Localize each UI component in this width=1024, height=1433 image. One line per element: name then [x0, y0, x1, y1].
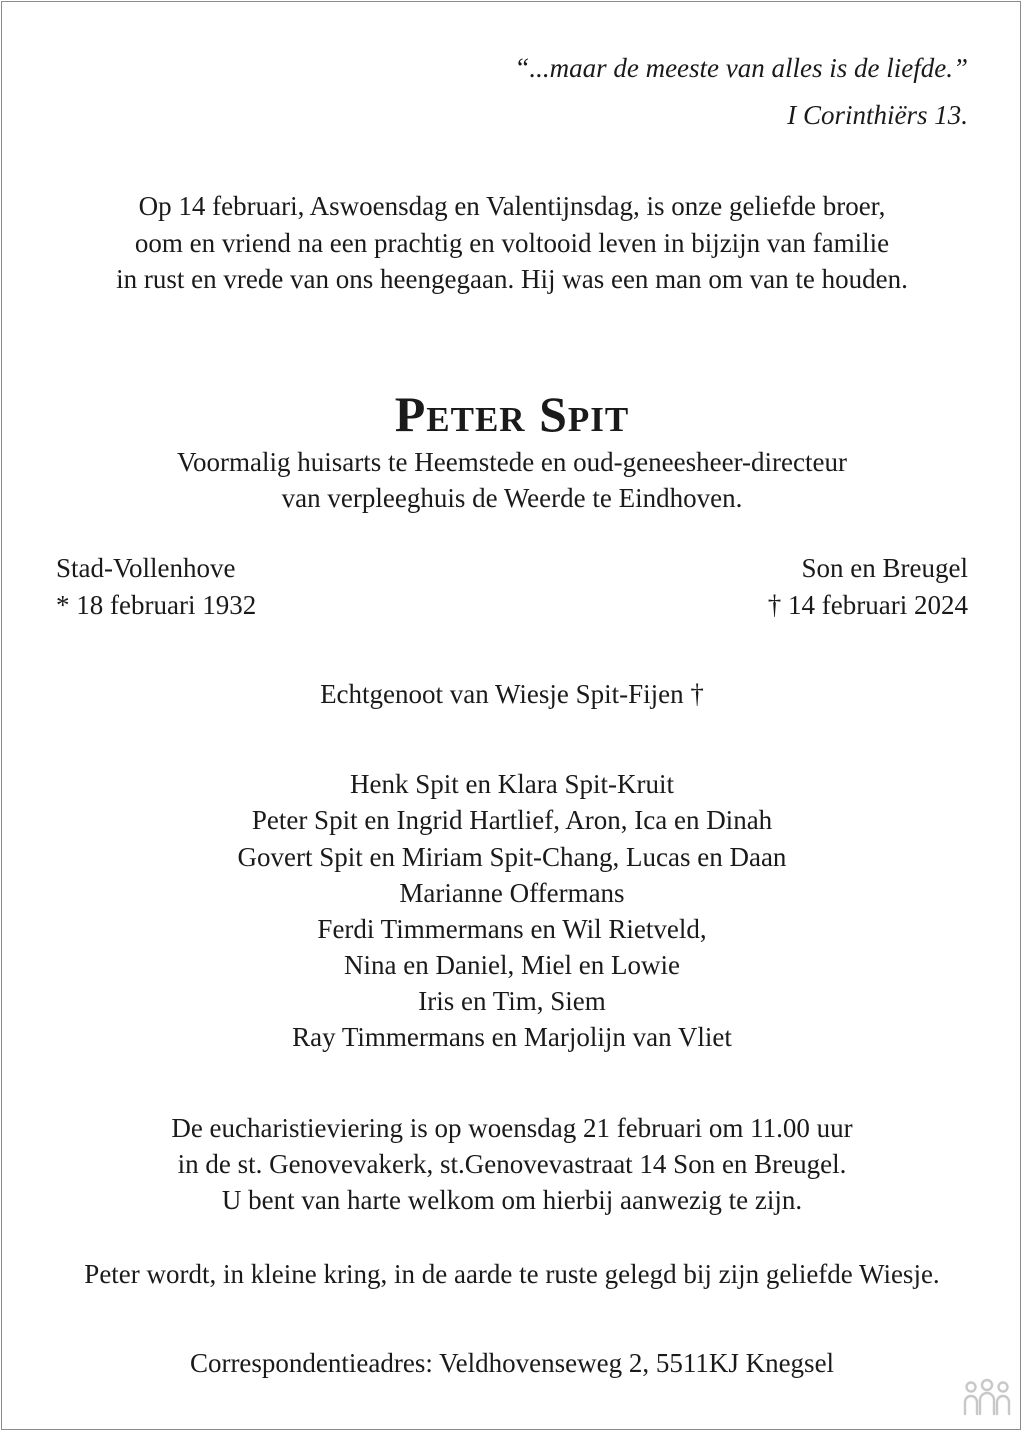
- spouse-line: Echtgenoot van Wiesje Spit-Fijen †: [320, 679, 704, 709]
- death-place: Son en Breugel: [801, 553, 968, 583]
- ceremony-line-3: U bent van harte welkom om hierbij aanwezig te zijn.: [221, 1185, 803, 1215]
- family-line: Henk Spit en Klara Spit-Kruit: [350, 769, 674, 799]
- ceremony-line-2: in de st. Genovevakerk, st.Genovevastraat 14 Son en Breugel.: [177, 1149, 847, 1179]
- family-line: Ray Timmermans en Marjolijn van Vliet: [292, 1022, 732, 1052]
- ceremony-line-1: De eucharistieviering is op woensdag 21 februari om 11.00 uur: [171, 1113, 853, 1143]
- death-date: † 14 februari 2024: [767, 590, 968, 620]
- people-group-icon: [962, 1378, 1012, 1418]
- deceased-name: Peter Spit: [394, 385, 630, 442]
- burial-line: Peter wordt, in kleine kring, in de aarde te ruste gelegd bij zijn geliefde Wiesje.: [84, 1259, 940, 1289]
- family-line: Govert Spit en Miriam Spit-Chang, Lucas en Daan: [237, 842, 787, 872]
- family-line: Ferdi Timmermans en Wil Rietveld,: [317, 914, 707, 944]
- intro-line-1: Op 14 februari, Aswoensdag en Valentijnsdag, is onze geliefde broer,: [138, 191, 886, 221]
- birth-place: Stad-Vollenhove: [56, 553, 236, 583]
- family-line: Iris en Tim, Siem: [418, 986, 606, 1016]
- description-line-2: van verpleeghuis de Weerde te Eindhoven.: [281, 483, 743, 513]
- intro-line-2: oom en vriend na een prachtig en voltooid leven in bijzijn van familie: [134, 228, 890, 258]
- quote-text: “...maar de meeste van alles is de liefde.”: [514, 53, 968, 83]
- intro-line-3: in rust en vrede van ons heengegaan. Hij was een man om van te houden.: [116, 264, 908, 294]
- description-line-1: Voormalig huisarts te Heemstede en oud-geneesheer-directeur: [177, 447, 847, 477]
- correspondence-address: Correspondentieadres: Veldhovenseweg 2, 5511KJ Knegsel: [189, 1348, 835, 1378]
- family-line: Marianne Offermans: [399, 878, 625, 908]
- quote-source: I Corinthiërs 13.: [787, 100, 968, 130]
- family-line: Peter Spit en Ingrid Hartlief, Aron, Ica en Dinah: [251, 805, 773, 835]
- birth-date: * 18 februari 1932: [56, 590, 257, 620]
- family-line: Nina en Daniel, Miel en Lowie: [344, 950, 680, 980]
